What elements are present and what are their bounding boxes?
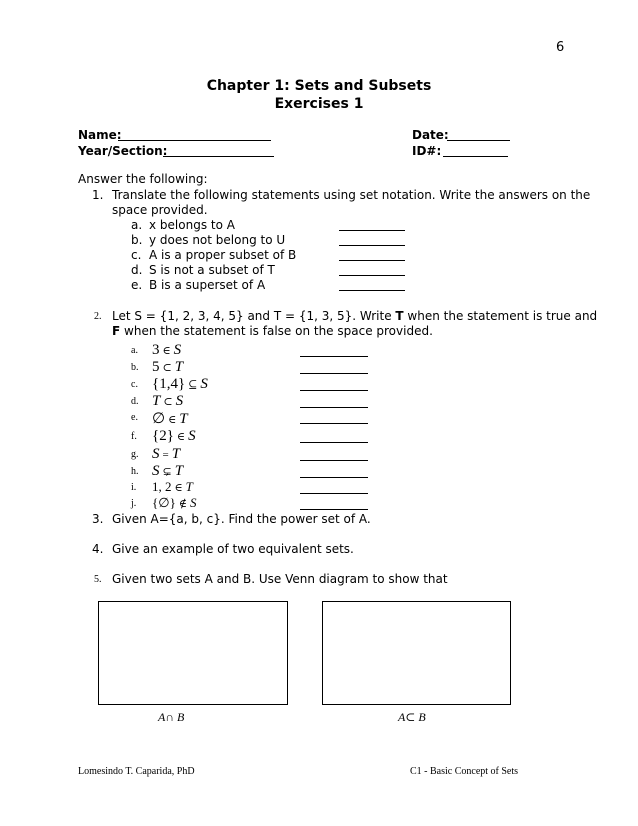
q2-item-letter: h. xyxy=(131,466,139,477)
q2-item-expression xyxy=(152,463,183,480)
q2-item-expression xyxy=(152,359,183,376)
q2-expr-right: T xyxy=(174,463,184,479)
q2-item-expression xyxy=(152,446,180,463)
q1-item-letter: d. xyxy=(131,263,143,277)
q2-expr-right: T xyxy=(179,411,188,427)
q2-answer-line[interactable] xyxy=(300,477,368,478)
q1-answer-line[interactable] xyxy=(339,275,405,276)
q2-text-line1: Let S = {1, 2, 3, 4, 5} and T = {1, 3, 5}. Write T when the statement is true and xyxy=(112,309,598,323)
year-section-field-line[interactable] xyxy=(163,156,274,157)
q2-answer-line[interactable] xyxy=(300,423,368,424)
q2-expr-left: {∅} xyxy=(152,495,176,510)
q2-expr-right: S xyxy=(189,495,197,510)
q2-item-letter: b. xyxy=(131,362,139,373)
q2-number: 2. xyxy=(94,311,102,322)
q1-answer-line[interactable] xyxy=(339,290,405,291)
q2-item-letter: a. xyxy=(131,345,138,356)
q5-text: Given two sets A and B. Use Venn diagram to show that xyxy=(112,572,448,586)
q2-item-letter: g. xyxy=(131,449,139,460)
q5-number: 5. xyxy=(94,574,102,585)
q2-item-expression xyxy=(152,428,196,445)
q3-number: 3. xyxy=(92,512,104,526)
q2-expr-operator: ∈ xyxy=(176,431,186,443)
exercise-title: Exercises 1 xyxy=(274,96,364,112)
q2-expr-operator: ∈ xyxy=(162,345,171,357)
q2-answer-line[interactable] xyxy=(300,460,368,461)
q2-item-expression xyxy=(152,409,188,428)
q2-answer-line[interactable] xyxy=(300,442,368,443)
q2-expr-operator: ⊂ xyxy=(163,396,173,408)
id-label: ID#: xyxy=(412,144,442,158)
q2-expr-left: 1, 2 xyxy=(152,479,172,494)
q2-expr-left: 5 xyxy=(152,359,160,375)
q2-item-letter: i. xyxy=(131,482,137,493)
q1-item-text: A is a proper subset of B xyxy=(149,248,297,262)
id-field-line[interactable] xyxy=(443,156,508,157)
q2-expr-operator: ⊂ xyxy=(162,362,172,374)
q2-expr-left: ∅ xyxy=(152,411,166,427)
q2-expr-right: S xyxy=(188,428,196,444)
q1-item-text: B is a superset of A xyxy=(149,278,266,292)
q2-expr-right: S xyxy=(175,393,184,409)
q2-expr-right: T xyxy=(185,479,193,494)
q2-expr-operator: ∈ xyxy=(168,414,177,426)
q2-expr-left: 3 xyxy=(152,342,160,358)
q3-text: Given A={a, b, c}. Find the power set of A. xyxy=(112,512,371,526)
instructions: Answer the following: xyxy=(78,172,208,186)
q2-expr-right: S xyxy=(173,342,182,358)
name-label: Name: xyxy=(78,128,122,142)
chapter-title: Chapter 1: Sets and Subsets xyxy=(206,78,432,94)
date-field-line[interactable] xyxy=(447,140,510,141)
q2-item-expression xyxy=(152,393,183,410)
footer-course: C1 - Basic Concept of Sets xyxy=(410,766,519,777)
q2-item-letter: f. xyxy=(131,431,137,442)
venn-box-intersection[interactable] xyxy=(98,601,288,705)
q2-expr-operator: ∈ xyxy=(174,482,183,494)
q1-item-text: y does not belong to U xyxy=(149,233,286,247)
name-field-line[interactable] xyxy=(118,140,271,141)
q2-answer-line[interactable] xyxy=(300,390,368,391)
q1-answer-line[interactable] xyxy=(339,245,405,246)
q2-answer-line[interactable] xyxy=(300,373,368,374)
q1-number: 1. xyxy=(92,188,104,202)
venn-label-subset: A⊂ B xyxy=(398,710,426,724)
q2-item-expression xyxy=(152,495,196,511)
q2-expr-right: S xyxy=(200,376,208,392)
q2-text-line2: F when the statement is false on the space provided. xyxy=(112,324,433,338)
q2-item-letter: e. xyxy=(131,412,138,423)
q2-expr-left: {2} xyxy=(152,428,174,444)
q1-item-letter: e. xyxy=(131,278,143,292)
q1-text-line1: Translate the following statements using set notation. Write the answers on the xyxy=(112,188,591,202)
q1-answer-line[interactable] xyxy=(339,230,405,231)
q1-item-letter: a. xyxy=(131,218,143,232)
q2-expr-right: T xyxy=(171,446,181,462)
q1-item-text: x belongs to A xyxy=(149,218,235,232)
footer-author: Lomesindo T. Caparida, PhD xyxy=(78,766,195,777)
q2-expr-left: S xyxy=(152,446,160,462)
q2-item-letter: d. xyxy=(131,396,139,407)
q1-text-line2: space provided. xyxy=(112,203,208,217)
q4-number: 4. xyxy=(92,542,104,556)
q2-answer-line[interactable] xyxy=(300,407,368,408)
page-number: 6 xyxy=(556,40,565,55)
q2-expr-operator: ∉ xyxy=(178,498,187,510)
q2-answer-line[interactable] xyxy=(300,509,368,510)
q2-expr-left: T xyxy=(152,393,161,409)
q2-item-letter: j. xyxy=(131,498,137,509)
q2-expr-operator: = xyxy=(162,449,169,461)
venn-box-subset[interactable] xyxy=(322,601,511,705)
q2-item-expression xyxy=(152,479,193,495)
q2-answer-line[interactable] xyxy=(300,493,368,494)
q2-expr-right: T xyxy=(174,359,184,375)
year-section-label: Year/Section: xyxy=(78,144,168,158)
q2-item-expression xyxy=(152,376,208,393)
q1-answer-line[interactable] xyxy=(339,260,405,261)
q2-expr-operator: ⊊ xyxy=(162,466,172,478)
date-label: Date: xyxy=(412,128,449,142)
q2-expr-left: {1,4} xyxy=(152,376,186,392)
q2-expr-operator: ⊆ xyxy=(188,379,198,391)
q2-item-expression xyxy=(152,342,181,359)
q2-item-letter: c. xyxy=(131,379,138,390)
q2-expr-left: S xyxy=(152,463,160,479)
q4-text: Give an example of two equivalent sets. xyxy=(112,542,354,556)
q1-item-text: S is not a subset of T xyxy=(149,263,275,277)
q2-answer-line[interactable] xyxy=(300,356,368,357)
q1-item-letter: b. xyxy=(131,233,143,247)
q1-item-letter: c. xyxy=(131,248,142,262)
venn-label-intersection: A∩ B xyxy=(158,710,185,724)
